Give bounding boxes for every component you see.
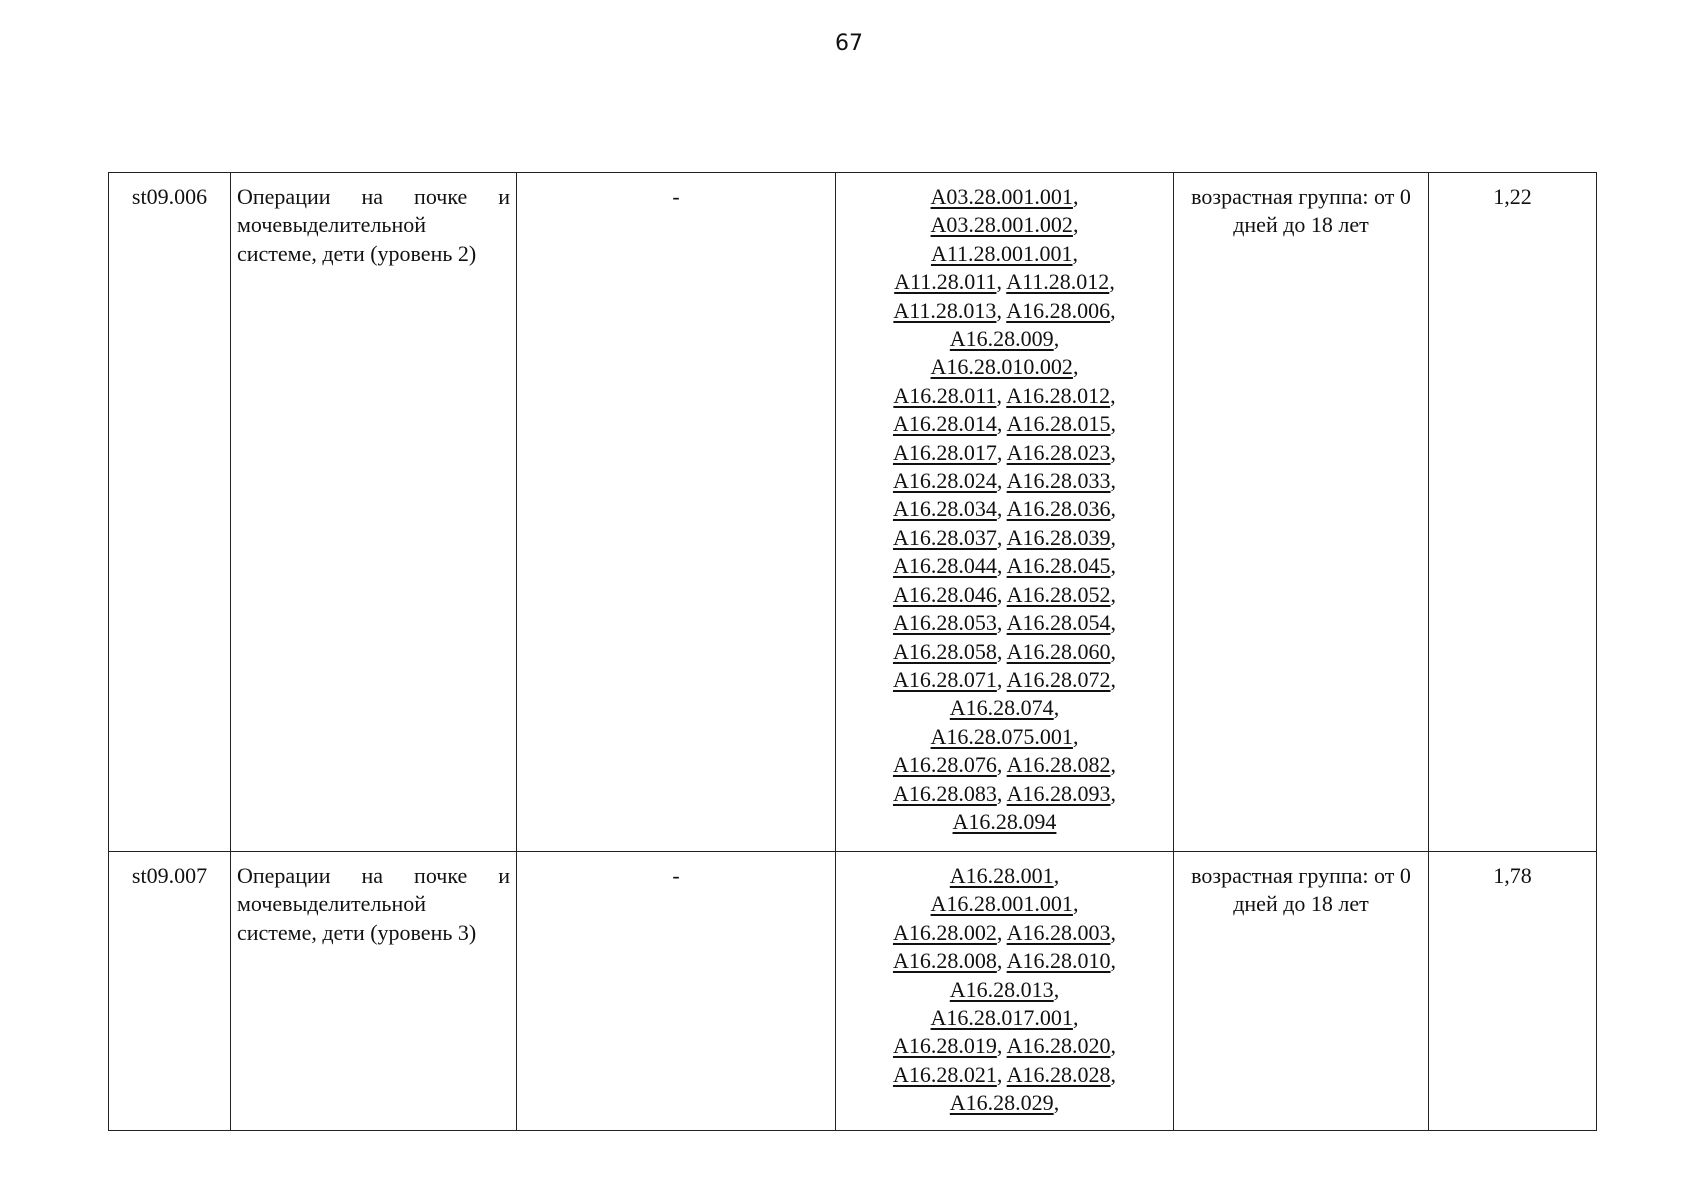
service-code-line: A16.28.029, (949, 1090, 1060, 1116)
service-code-link[interactable]: A16.28.019 (892, 1033, 997, 1059)
service-code-link[interactable]: A16.28.011 (893, 382, 997, 408)
service-code-line: A16.28.074, (949, 695, 1060, 721)
service-code-link[interactable]: A16.28.046 (892, 581, 997, 607)
service-code-link[interactable]: A16.28.017 (892, 439, 997, 465)
service-code-link[interactable]: A16.28.093 (1006, 780, 1111, 806)
service-code-link[interactable]: A16.28.003 (1006, 919, 1111, 945)
ksg-name: Операции на почке и мочевыделительной системе, дети (уровень 2) (231, 173, 517, 852)
service-code-line: A16.28.076, A16.28.082, (892, 752, 1117, 778)
service-code-link[interactable]: A16.28.015 (1006, 411, 1111, 437)
service-code-link[interactable]: A16.28.006 (1006, 297, 1111, 323)
service-code-link[interactable]: A16.28.012 (1006, 382, 1111, 408)
service-code-line: A16.28.010.002, (930, 354, 1079, 380)
service-code-link[interactable]: A16.28.001.001 (930, 891, 1073, 917)
ksg-code: st09.007 (109, 852, 231, 1131)
cost-coefficient: 1,78 (1429, 852, 1597, 1131)
service-code-link[interactable]: A16.28.045 (1006, 553, 1111, 579)
service-code-link[interactable]: A16.28.017.001 (930, 1005, 1073, 1031)
service-code-line: A16.28.044, A16.28.045, (892, 553, 1117, 579)
service-code-line: A16.28.053, A16.28.054, (892, 610, 1117, 636)
service-code-link[interactable]: A16.28.034 (892, 496, 997, 522)
service-code-link[interactable]: A16.28.083 (892, 780, 997, 806)
service-code-line: A16.28.017.001, (930, 1005, 1079, 1031)
service-code-link[interactable]: A11.28.001.001 (930, 240, 1073, 266)
service-code-link[interactable]: A16.28.028 (1006, 1061, 1111, 1087)
service-code-link[interactable]: A16.28.053 (892, 610, 997, 636)
service-code-line: A16.28.001, (949, 863, 1060, 888)
service-code-link[interactable]: A16.28.009 (949, 326, 1054, 352)
ksg-code: st09.006 (109, 173, 231, 852)
table-row (109, 852, 1597, 1131)
service-code-line: A16.28.024, A16.28.033, (892, 468, 1117, 494)
ksg-name: Операции на почке и мочевыделительной системе, дети (уровень 3) (231, 852, 517, 1131)
service-code-link[interactable]: A16.28.071 (892, 666, 997, 692)
service-code-link[interactable]: A03.28.001.001 (930, 184, 1073, 209)
service-code-line: A16.28.019, A16.28.020, (892, 1033, 1117, 1059)
service-code-line: A16.28.083, A16.28.093, (892, 780, 1117, 806)
ksg-table (108, 172, 1597, 1131)
service-code-link[interactable]: A16.28.008 (892, 948, 997, 974)
cost-coefficient: 1,22 (1429, 173, 1597, 852)
service-code-link[interactable]: A16.28.014 (892, 411, 997, 437)
diagnosis-code: - (517, 852, 836, 1131)
service-code-line: A16.28.008, A16.28.010, (892, 948, 1117, 974)
service-code-line: A11.28.011, A11.28.012, (894, 269, 1115, 295)
service-code-line: A16.28.017, A16.28.023, (892, 439, 1117, 465)
service-code-line: A16.28.014, A16.28.015, (892, 411, 1117, 437)
service-code-link[interactable]: A16.28.044 (892, 553, 997, 579)
service-code-link[interactable]: A16.28.020 (1006, 1033, 1111, 1059)
service-codes (836, 173, 1174, 852)
service-code-link[interactable]: A16.28.010 (1006, 948, 1111, 974)
service-code-line: A16.28.071, A16.28.072, (892, 666, 1117, 692)
service-code-link[interactable]: A11.28.013 (893, 297, 997, 323)
service-codes (836, 852, 1174, 1131)
service-code-line: A16.28.001.001, (930, 891, 1079, 917)
service-code-link[interactable]: A11.28.012 (1006, 269, 1110, 295)
service-code-line: A03.28.001.001, (930, 184, 1079, 209)
service-code-link[interactable]: A16.28.036 (1006, 496, 1111, 522)
service-code-link[interactable]: A03.28.001.002 (930, 212, 1073, 238)
service-code-link[interactable]: A16.28.058 (892, 638, 997, 664)
additional-criteria: возрастная группа: от 0 дней до 18 лет (1174, 852, 1429, 1131)
service-code-link[interactable]: A16.28.002 (892, 919, 997, 945)
service-code-link[interactable]: A16.28.072 (1006, 666, 1111, 692)
table-row (109, 173, 1597, 852)
service-code-line: A16.28.021, A16.28.028, (892, 1061, 1117, 1087)
service-code-link[interactable]: A16.28.076 (892, 752, 997, 778)
service-code-link[interactable]: A16.28.037 (892, 524, 997, 550)
service-code-line: A16.28.046, A16.28.052, (892, 581, 1117, 607)
service-code-link[interactable]: A16.28.082 (1006, 752, 1111, 778)
service-code-link[interactable]: A16.28.094 (952, 808, 1057, 834)
service-code-line: A16.28.075.001, (930, 723, 1079, 749)
service-code-line: A11.28.001.001, (930, 240, 1079, 266)
service-code-line: A16.28.037, A16.28.039, (892, 524, 1117, 550)
service-code-line: A16.28.011, A16.28.012, (893, 382, 1116, 408)
service-code-link[interactable]: A16.28.075.001 (930, 723, 1073, 749)
diagnosis-code: - (517, 173, 836, 852)
service-code-link[interactable]: A16.28.010.002 (930, 354, 1073, 380)
additional-criteria: возрастная группа: от 0 дней до 18 лет (1174, 173, 1429, 852)
service-code-link[interactable]: A16.28.013 (949, 976, 1054, 1002)
service-code-link[interactable]: A16.28.052 (1006, 581, 1111, 607)
service-code-link[interactable]: A16.28.029 (949, 1090, 1054, 1116)
service-code-line: A16.28.058, A16.28.060, (892, 638, 1117, 664)
service-code-line: A16.28.013, (949, 976, 1060, 1002)
service-code-line: A16.28.009, (949, 326, 1060, 352)
service-code-line (842, 808, 1167, 836)
service-code-link[interactable]: A16.28.024 (892, 468, 997, 494)
service-code-link[interactable]: A11.28.011 (894, 269, 997, 295)
service-code-link[interactable]: A16.28.039 (1006, 524, 1111, 550)
service-code-link[interactable]: A16.28.023 (1006, 439, 1111, 465)
service-code-line: A16.28.034, A16.28.036, (892, 496, 1117, 522)
service-code-link[interactable]: A16.28.054 (1006, 610, 1111, 636)
service-code-link[interactable]: A16.28.060 (1006, 638, 1111, 664)
service-code-link[interactable]: A16.28.074 (949, 695, 1054, 721)
service-code-link[interactable]: A16.28.033 (1006, 468, 1111, 494)
service-code-line: A03.28.001.002, (930, 212, 1079, 238)
service-code-link[interactable]: A16.28.021 (892, 1061, 997, 1087)
service-code-link[interactable]: A16.28.001 (949, 863, 1054, 888)
service-code-line: A16.28.002, A16.28.003, (892, 919, 1117, 945)
service-code-line: A11.28.013, A16.28.006, (893, 297, 1116, 323)
page-number: 67 (835, 31, 863, 56)
